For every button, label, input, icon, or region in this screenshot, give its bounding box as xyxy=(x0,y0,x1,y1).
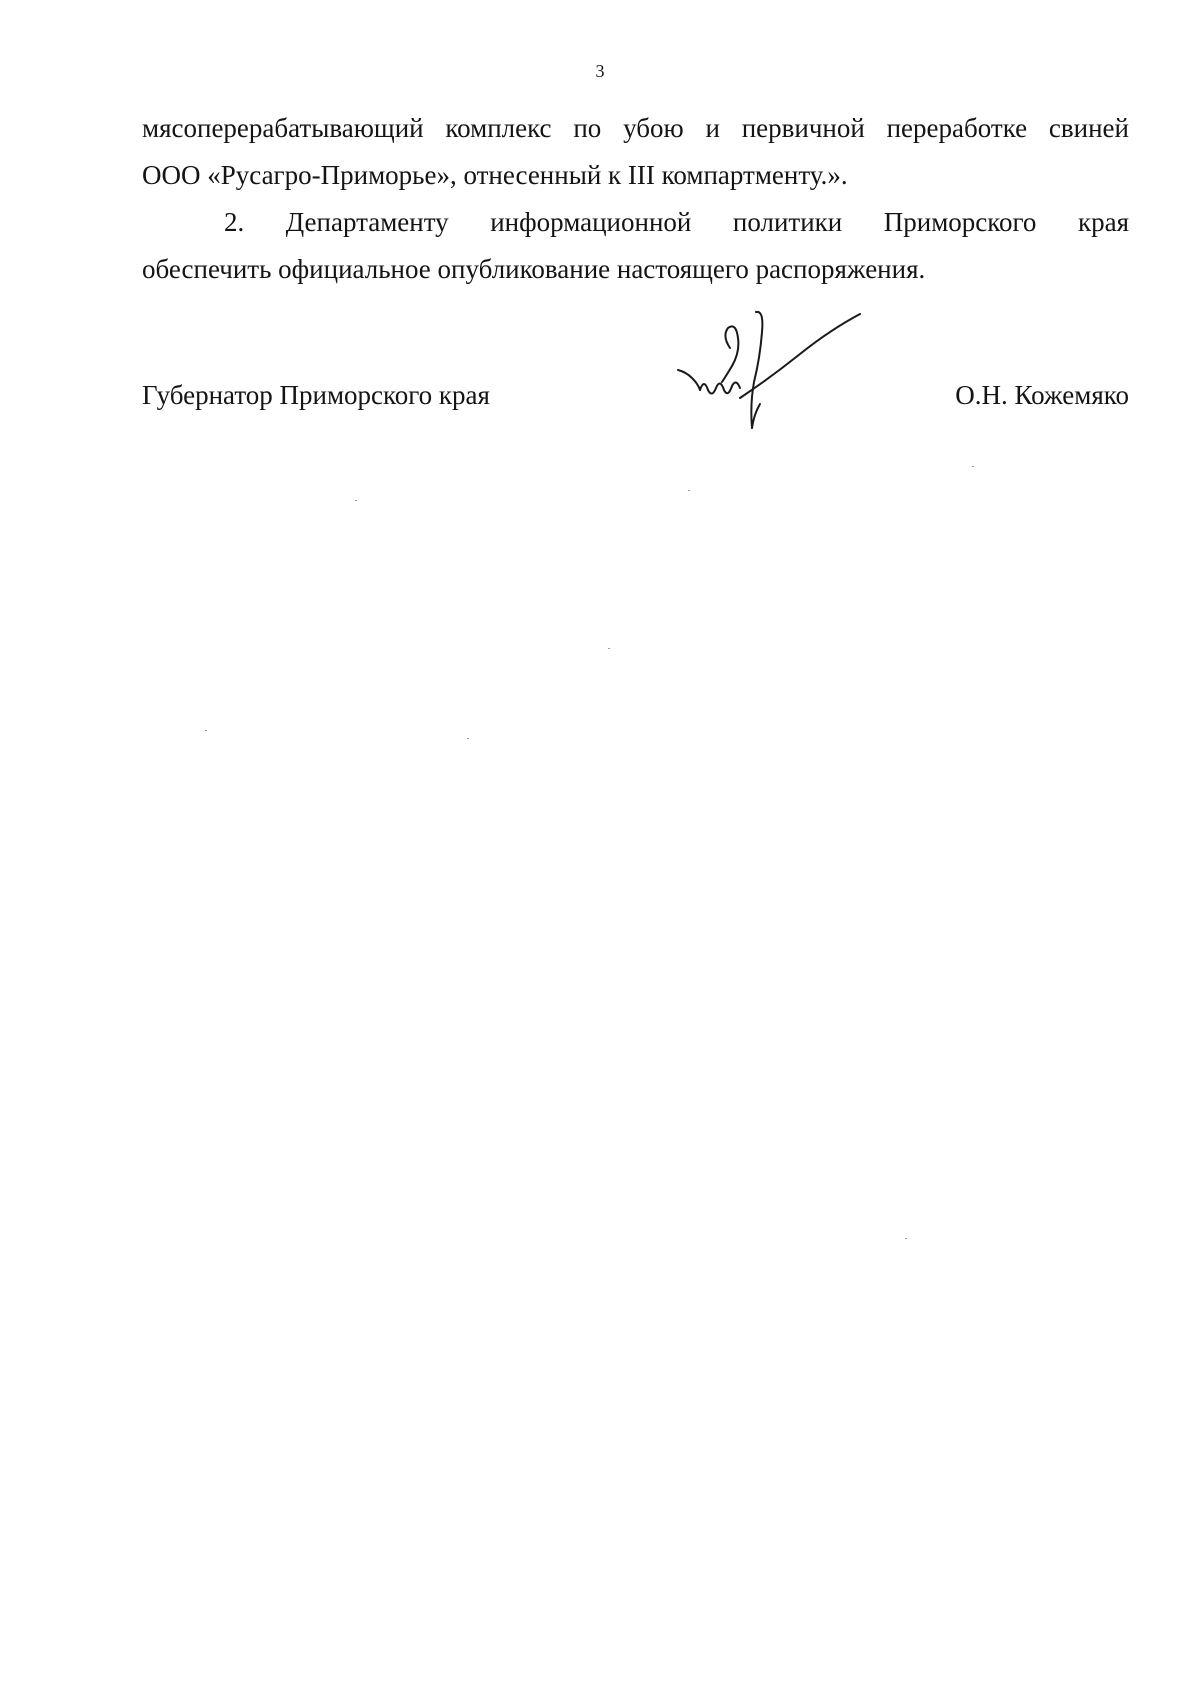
signature-stroke-tail xyxy=(752,404,760,428)
scan-speck xyxy=(688,490,690,491)
signature-stroke-hook xyxy=(678,370,700,390)
scan-speck xyxy=(972,466,974,467)
paragraph-2 xyxy=(142,199,1129,293)
paragraph-1 xyxy=(142,105,1129,199)
paragraph-1-line-2: ООО «Русагро-Приморье», отнесенный к III компартменту.». xyxy=(142,160,848,190)
paragraph-1-line-1: мясоперерабатывающий комплекс по убою и первичной переработке свиней xyxy=(142,113,1129,143)
paragraph-2-line-2: обеспечить официальное опубликование настоящего распоряжения. xyxy=(142,254,926,284)
signature-stroke-waves xyxy=(700,382,740,393)
scan-speck xyxy=(608,648,610,649)
scan-speck xyxy=(355,500,357,501)
document-body xyxy=(142,105,1129,293)
paragraph-2-line-1: 2. Департаменту информационной политики Приморского края xyxy=(224,207,1129,237)
page-number: 3 xyxy=(595,61,605,81)
scan-speck xyxy=(205,730,207,731)
signature-stroke-sweep xyxy=(740,314,860,398)
signature-stroke-loop xyxy=(722,326,738,382)
signer-title: Губернатор Приморского края xyxy=(142,380,490,410)
scan-speck xyxy=(905,1238,907,1239)
scan-speck xyxy=(467,738,469,739)
signer-name: О.Н. Кожемяко xyxy=(955,380,1129,410)
handwritten-signature xyxy=(670,308,870,438)
